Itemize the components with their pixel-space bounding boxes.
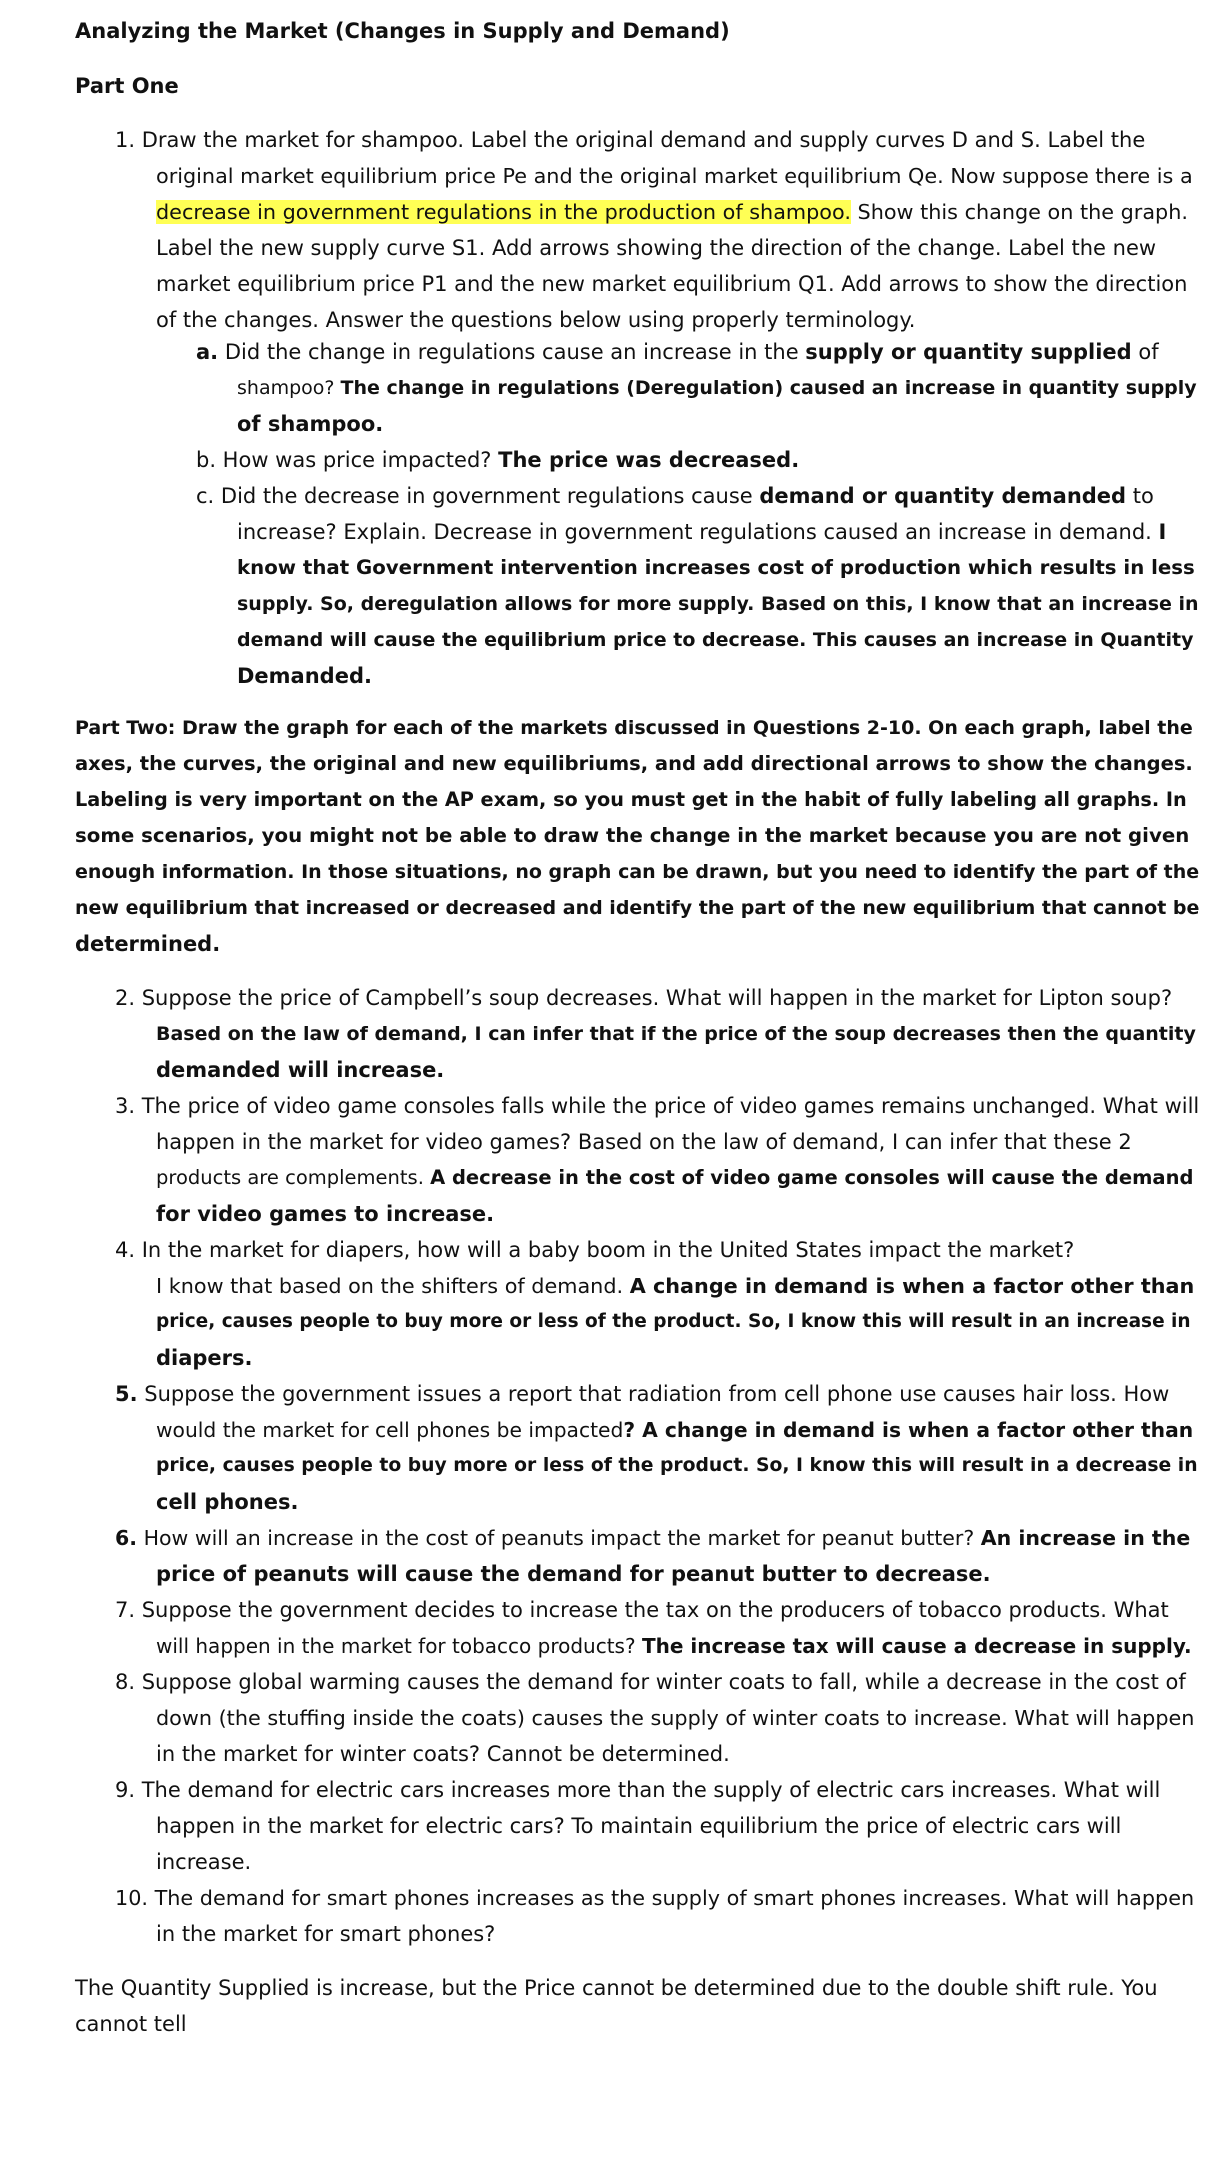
q10-line-2: in the market for smart phones? bbox=[156, 1922, 496, 1946]
part-one-heading: Part One bbox=[75, 74, 179, 98]
part-two-line-6: new equilibrium that increased or decreased and identify the part of the new equilibrium that cannot be bbox=[75, 897, 1200, 919]
q1c-line-4: supply. So, deregulation allows for more supply. Based on this, I know that an increase in bbox=[237, 593, 1199, 615]
q1c-line-2: increase? Explain. Decrease in government regulations caused an increase in demand. I bbox=[237, 520, 1167, 544]
q1a-line-1: a. Did the change in regulations cause an increase in the supply or quantity supplied of bbox=[196, 340, 1159, 364]
part-two-line-7: determined. bbox=[75, 932, 221, 956]
q1c-line-1: c. Did the decrease in government regulations cause demand or quantity demanded to bbox=[196, 484, 1154, 508]
q1-line-1: 1. Draw the market for shampoo. Label the original demand and supply curves D and S. Label the bbox=[115, 128, 1146, 152]
q9-line-3: increase. bbox=[156, 1850, 252, 1874]
q1a-label: a. bbox=[196, 340, 219, 364]
q8-line-2: down (the stuffing inside the coats) causes the supply of winter coats to increase. What will happen bbox=[156, 1706, 1195, 1730]
part-two-line-2: axes, the curves, the original and new equilibriums, and add directional arrows to show the changes. bbox=[75, 752, 1193, 775]
part-two-line-3: Labeling is very important on the AP exam, so you must get in the habit of fully labeling all graphs. In bbox=[75, 788, 1187, 811]
q6-line-2: price of peanuts will cause the demand for peanut butter to decrease. bbox=[156, 1562, 991, 1586]
q1-line-6: of the changes. Answer the questions below using properly terminology. bbox=[156, 308, 916, 332]
q3-line-2: happen in the market for video games? Based on the law of demand, I can infer that these 2 bbox=[156, 1130, 1132, 1154]
q3-line-4: for video games to increase. bbox=[156, 1202, 495, 1226]
q1c-line-5: demand will cause the equilibrium price to decrease. This causes an increase in Quantity bbox=[237, 629, 1194, 651]
q1-line-3: decrease in government regulations in the production of shampoo. Show this change on the graph. bbox=[156, 200, 1188, 224]
q1b-line: b. How was price impacted? The price was decreased. bbox=[196, 448, 800, 472]
q3-line-3: products are complements. A decrease in the cost of video game consoles will cause the demand bbox=[156, 1166, 1194, 1189]
q1-line-2: original market equilibrium price Pe and the original market equilibrium Qe. Now suppose there is a bbox=[156, 164, 1193, 188]
q5-line-1: 5. Suppose the government issues a report that radiation from cell phone use causes hair loss. How bbox=[115, 1382, 1170, 1406]
q2-line-1: 2. Suppose the price of Campbell’s soup decreases. What will happen in the market for Lipton soup? bbox=[115, 986, 1173, 1010]
q7-line-2: will happen in the market for tobacco products? The increase tax will cause a decrease in supply. bbox=[156, 1634, 1192, 1658]
q1c-line-3: know that Government intervention increases cost of production which results in less bbox=[237, 556, 1195, 579]
q4-line-4: diapers. bbox=[156, 1346, 253, 1370]
q8-line-1: 8. Suppose global warming causes the demand for winter coats to fall, while a decrease in the cost of bbox=[115, 1670, 1186, 1694]
q5-line-3: price, causes people to buy more or less of the product. So, I know this will result in a decrease in bbox=[156, 1455, 1198, 1476]
highlighted-text: decrease in government regulations in the production of shampoo. bbox=[156, 200, 851, 224]
q3-line-1: 3. The price of video game consoles falls while the price of video games remains unchanged. What will bbox=[115, 1094, 1200, 1118]
part-two-line-1: Part Two: Draw the graph for each of the markets discussed in Questions 2-10. On each graph, label the bbox=[75, 717, 1193, 739]
q4-line-1: 4. In the market for diapers, how will a baby boom in the United States impact the market? bbox=[115, 1238, 1075, 1262]
document-title: Analyzing the Market (Changes in Supply and Demand) bbox=[75, 19, 730, 43]
q2-line-2: Based on the law of demand, I can infer that if the price of the soup decreases then the quantity bbox=[156, 1023, 1196, 1045]
q4-line-2: I know that based on the shifters of demand. A change in demand is when a factor other than bbox=[156, 1274, 1195, 1298]
q5-line-2: would the market for cell phones be impacted? A change in demand is when a factor other than bbox=[156, 1418, 1194, 1442]
closing-line-1: The Quantity Supplied is increase, but the Price cannot be determined due to the double shift rule. You bbox=[75, 1976, 1158, 2000]
q7-line-1: 7. Suppose the government decides to increase the tax on the producers of tobacco products. What bbox=[115, 1598, 1169, 1622]
q6-number: 6. bbox=[115, 1526, 138, 1550]
q9-line-2: happen in the market for electric cars? To maintain equilibrium the price of electric cars will bbox=[156, 1814, 1122, 1838]
q1-line-4: Label the new supply curve S1. Add arrows showing the direction of the change. Label the new bbox=[156, 236, 1157, 260]
q6-line-1: 6. How will an increase in the cost of peanuts impact the market for peanut butter? An increase in the bbox=[115, 1526, 1191, 1550]
q8-line-3: in the market for winter coats? Cannot be determined. bbox=[156, 1742, 730, 1766]
q2-line-3: demanded will increase. bbox=[156, 1058, 445, 1082]
q1a-line-2: shampoo? The change in regulations (Deregulation) caused an increase in quantity supply bbox=[237, 377, 1197, 399]
closing-line-2: cannot tell bbox=[75, 2012, 187, 2036]
q9-line-1: 9. The demand for electric cars increases more than the supply of electric cars increases. What will bbox=[115, 1778, 1161, 1802]
q5-line-4: cell phones. bbox=[156, 1490, 299, 1514]
q5-number: 5. bbox=[115, 1382, 138, 1406]
part-two-line-5: enough information. In those situations, no graph can be drawn, but you need to identify the part of the bbox=[75, 861, 1200, 883]
q1-number: 1. bbox=[115, 128, 136, 152]
q4-line-3: price, causes people to buy more or less of the product. So, I know this will result in an increase in bbox=[156, 1311, 1191, 1332]
part-two-line-4: some scenarios, you might not be able to draw the change in the market because you are not given bbox=[75, 824, 1190, 847]
q1c-line-6: Demanded. bbox=[237, 664, 372, 688]
q1a-line-3: of shampoo. bbox=[237, 412, 384, 436]
q10-line-1: 10. The demand for smart phones increases as the supply of smart phones increases. What will happen bbox=[115, 1886, 1195, 1910]
q1-line-5: market equilibrium price P1 and the new market equilibrium Q1. Add arrows to show the direction bbox=[156, 272, 1188, 296]
